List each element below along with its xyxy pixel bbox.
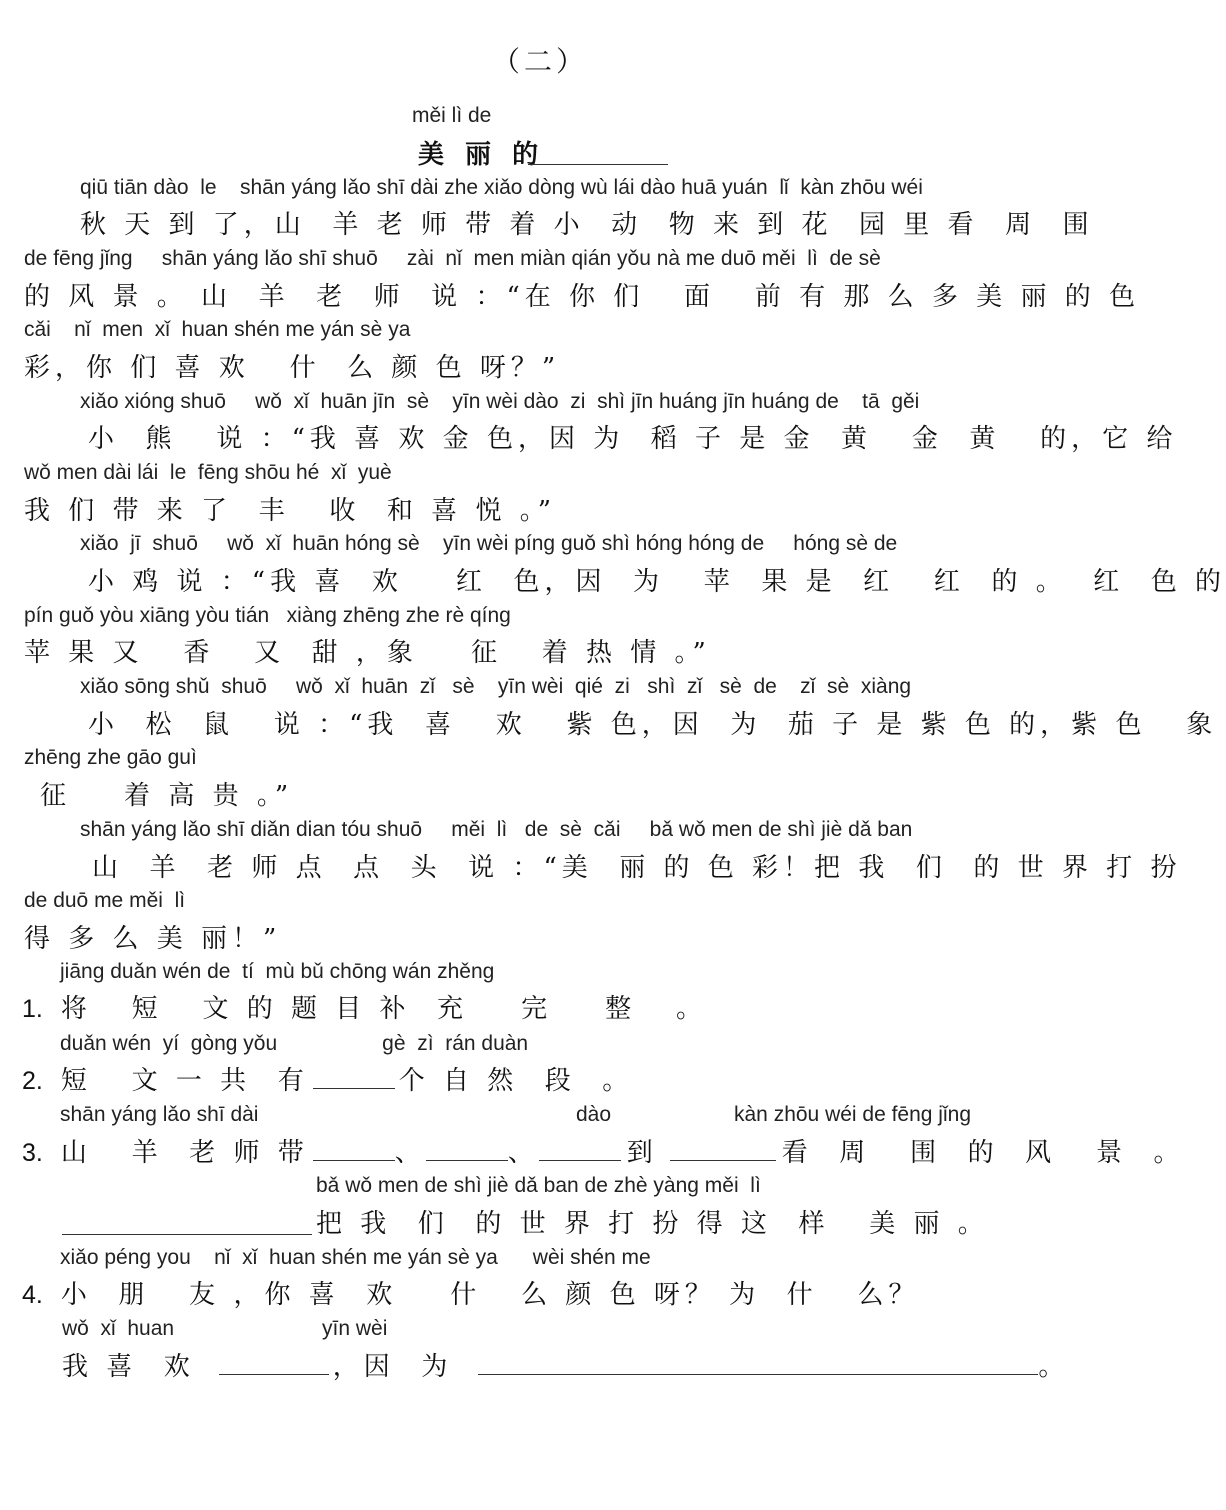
story-line-text: 苹 果 又 香 又 甜 ，象 征 着 热 情 。” — [24, 638, 711, 668]
question-4 — [22, 1274, 919, 1311]
story-line-pinyin: shān yáng lǎo shī diǎn dian tóu shuō měi lì de sè cǎi bǎ wǒ men de shì jiè dǎ ban — [80, 818, 913, 841]
question-text: 小 朋 友 ，你 喜 欢 什 么 颜 色 呀？ 为 什 么？ — [60, 1280, 920, 1310]
story-line-pinyin: pín guǒ yòu xiāng yòu tián xiàng zhēng zhe rè qíng — [24, 604, 511, 627]
answer-blank[interactable] — [539, 1138, 621, 1161]
answer-blank[interactable] — [670, 1138, 776, 1161]
question-text: 到 — [626, 1138, 658, 1168]
question-2 — [22, 1060, 633, 1097]
question-3 — [22, 1132, 1184, 1169]
story-line-pinyin: zhēng zhe gāo guì — [24, 746, 197, 769]
answer-pinyin: wǒ xǐ huan — [62, 1317, 175, 1340]
answer-text: ，因 为 — [332, 1352, 453, 1382]
question-4-pinyin: xiǎo péng you nǐ xǐ huan shén me yán sè ya wèi shén me — [60, 1246, 651, 1269]
story-line-text: 小 松 鼠 说 ：“我 喜 欢 紫 色，因 为 茄 子 是 紫 色 的，紫 色 象 — [88, 710, 1218, 740]
separator: 、 — [394, 1138, 426, 1168]
story-line-pinyin: wǒ men dài lái le fēng shōu hé xǐ yuè — [24, 461, 392, 484]
question-number: 4. — [22, 1281, 43, 1309]
answer-blank[interactable] — [478, 1352, 1038, 1375]
answer-blank[interactable] — [313, 1138, 395, 1161]
story-line-text: 秋 天 到 了，山 羊 老 师 带 着 小 动 物 来 到 花 园 里 看 周 围 — [80, 210, 1094, 240]
story-title: 美 丽 的 — [418, 140, 545, 170]
story-line-text: 征 着 高 贵 。” — [40, 781, 294, 811]
question-3-pinyin: shān yáng lǎo shī dài — [60, 1103, 259, 1126]
story-line-pinyin: xiǎo sōng shǔ shuō wǒ xǐ huān zǐ sè yīn wèi qié zi shì zǐ sè de zǐ sè xiàng — [80, 675, 912, 698]
question-text: 个 自 然 段 。 — [398, 1066, 634, 1096]
story-line-text: 的 风 景 。 山 羊 老 师 说 ：“在 你 们 面 前 有 那 么 多 美 丽 的 色 — [24, 282, 1140, 312]
title-blank[interactable] — [528, 164, 668, 165]
story-line-pinyin: qiū tiān dào le shān yáng lǎo shī dài zhe xiǎo dòng wù lái dào huā yuán lǐ kàn zhōu wéi — [80, 176, 923, 199]
story-line-pinyin: xiǎo jī shuō wǒ xǐ huān hóng sè yīn wèi píng guǒ shì hóng hóng de hóng sè de — [80, 532, 898, 555]
answer-pinyin: yīn wèi — [322, 1317, 388, 1340]
answer-text: 我 喜 欢 — [62, 1352, 195, 1382]
story-line-text: 山 羊 老 师 点 点 头 说 ：“美 丽 的 色 彩！把 我 们 的 世 界 打 扮 — [92, 853, 1182, 883]
answer-blank[interactable] — [62, 1234, 312, 1235]
separator: 、 — [507, 1138, 539, 1168]
answer-blank[interactable] — [219, 1352, 329, 1375]
question-text: 山 羊 老 师 带 — [60, 1138, 309, 1168]
story-line-pinyin: de duō me měi lì — [24, 889, 186, 912]
answer-blank[interactable] — [313, 1066, 395, 1089]
question-text: 短 文 一 共 有 — [60, 1066, 309, 1096]
question-3-pinyin: dào — [576, 1103, 612, 1126]
question-1-pinyin: jiāng duǎn wén de tí mù bǔ chōng wán zhěng — [60, 960, 495, 983]
story-line-pinyin: de fēng jǐng shān yáng lǎo shī shuō zài nǐ men miàn qián yǒu nà me duō měi lì de sè — [24, 247, 881, 270]
title-pinyin: měi lì de — [412, 104, 492, 127]
answer-blank[interactable] — [426, 1138, 508, 1161]
question-text: 将 短 文 的 题 目 补 充 完 整 。 — [60, 994, 707, 1024]
story-line-pinyin: cǎi nǐ men xǐ huan shén me yán sè ya — [24, 318, 411, 341]
question-number: 3. — [22, 1139, 43, 1167]
question-number: 2. — [22, 1067, 43, 1095]
story-line-text: 小 熊 说 ：“我 喜 欢 金 色，因 为 稻 子 是 金 黄 金 黄 的，它 给 — [88, 424, 1178, 454]
question-text: 把 我 们 的 世 界 打 扮 得 这 样 美 丽 。 — [316, 1209, 989, 1239]
question-2-pinyin: duǎn wén yí gòng yǒu gè zì rán duàn — [60, 1032, 529, 1055]
story-line-text: 彩，你 们 喜 欢 什 么 颜 色 呀？” — [24, 353, 561, 383]
question-3-pinyin: bǎ wǒ men de shì jiè dǎ ban de zhè yàng měi lì — [316, 1174, 761, 1197]
question-1 — [22, 988, 707, 1025]
story-line-text: 我 们 带 来 了 丰 收 和 喜 悦 。” — [24, 496, 556, 526]
section-heading: （二） — [491, 45, 588, 78]
question-number: 1. — [22, 995, 43, 1023]
question-3-pinyin: kàn zhōu wéi de fēng jǐng — [734, 1103, 971, 1126]
answer-text: 。 — [1038, 1352, 1070, 1382]
story-line-text: 小 鸡 说 ：“我 喜 欢 红 色，因 为 苹 果 是 红 红 的 。 红 色 的 — [88, 567, 1226, 597]
answer-line — [62, 1346, 1069, 1383]
story-line-text: 得 多 么 美 丽！” — [24, 924, 282, 954]
story-line-pinyin: xiǎo xióng shuō wǒ xǐ huān jīn sè yīn wèi dào zi shì jīn huáng jīn huáng de tā gěi — [80, 390, 920, 413]
question-text: 看 周 围 的 风 景 。 — [781, 1138, 1185, 1168]
